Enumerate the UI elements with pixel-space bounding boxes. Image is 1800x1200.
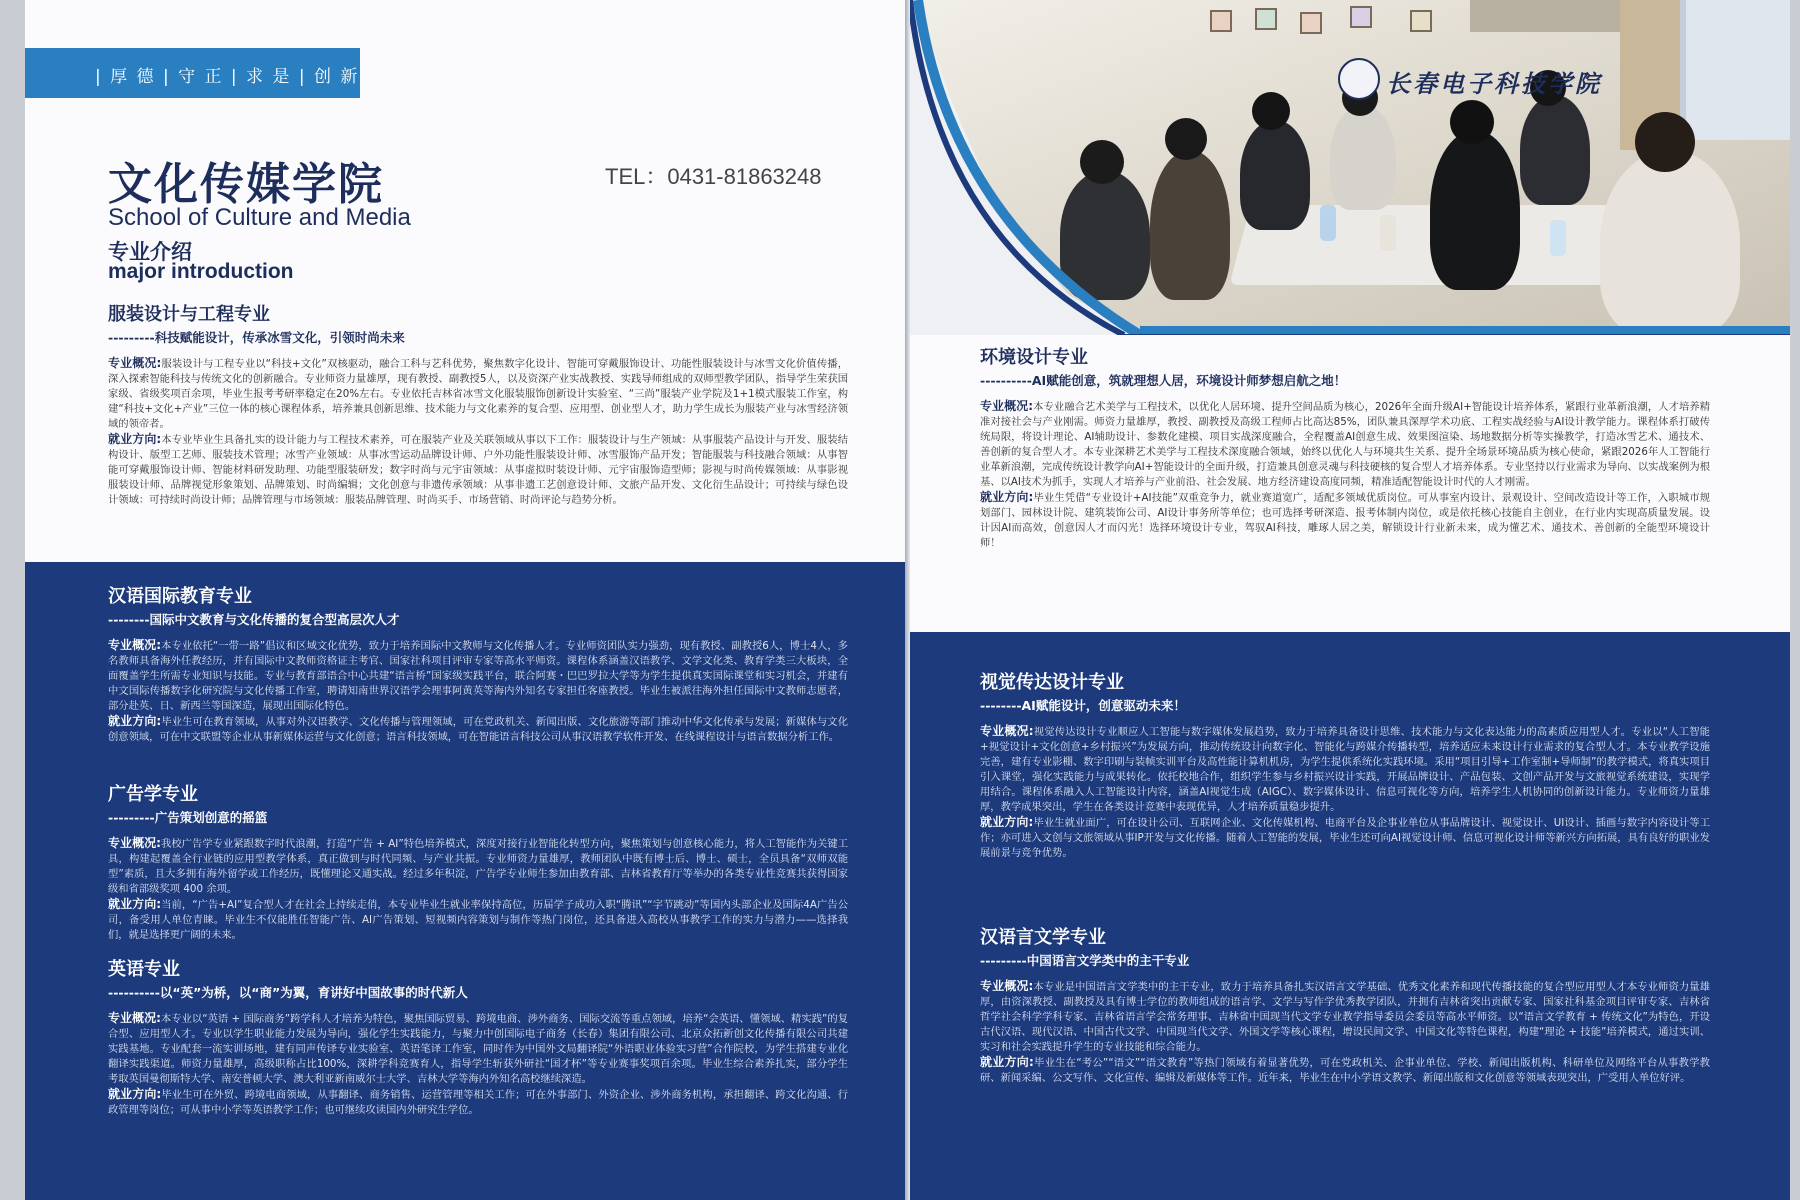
major-slogan: ----------AI赋能创意，筑就理想人居，环境设计师梦想启航之地！ bbox=[980, 373, 1347, 388]
major-overview: 专业概况:我校广告学专业紧跟数字时代浪潮，打造“广告 + AI”特色培养模式，深度对接行业智能化转型方向，聚焦策划与创意核心能力，将人工智能作为关键工具，构建起覆盖全行业链的应用型教学体系，真正做到与时代同频、与产业共振。专业师资力量雄厚，教师团队中既有博士后、博士、硕士，全员具备“双师双能型”素质，且大多拥有海外留学或工作经历，既懂理论又通实战。经过多年积淀，广告学专业师生参加由教育部、吉林省教育厅等举办的各类专业性竞赛共获得国家级和省部级奖项 400 余项。 bbox=[108, 836, 848, 895]
major-title: 广告学专业 bbox=[108, 784, 198, 805]
major-slogan: ---------广告策划创意的摇篮 bbox=[108, 810, 268, 825]
major-title: 服装设计与工程专业 bbox=[108, 304, 270, 325]
school-title-en: School of Culture and Media bbox=[108, 204, 411, 231]
section-title-cn: 专业介绍 bbox=[108, 240, 192, 264]
right-page bbox=[910, 0, 1790, 1200]
major-career: 就业方向:毕业生就业面广，可在设计公司、互联网企业、文化传媒机构、电商平台及企事业单位从事品牌设计、视觉设计、UI设计、插画与数字内容设计等工作；亦可进入文创与文旅领域从事IP开发与文化传播。随着人工智能的发展，毕业生还可向AI视觉设计师、信息可视化设计师等新兴方向拓展，具有良好的职业发展前景与竞争优势。 bbox=[980, 815, 1710, 859]
major-title: 英语专业 bbox=[108, 959, 180, 980]
major-advertising bbox=[108, 780, 848, 943]
major-english bbox=[108, 955, 848, 1118]
major-career: 就业方向:本专业毕业生具备扎实的设计能力与工程技术素养，可在服装产业及关联领域从事以下工作：服装设计与生产领域：从事服装产品设计与开发、服装结构设计、版型工艺师、服装技术管理；冰雪产业领域：从事冰雪运动品牌设计师、户外功能性服装设计师、冰雪服饰产品开发；智能服装与科技融合领域：从事智能可穿戴服饰设计师、智能材料研发助理、功能型服装研发；数字时尚与元宇宙领域：从事虚拟时装设计师、元宇宙服饰造型师；影视与时尚传媒领域：从事影视服装设计师、品牌视觉形象策划、品牌策划、时尚编辑；文化创意与非遗传承领域：从事非遗工艺创意设计师、文旅产品开发、文化衍生品设计；可持续与绿色设计领域：可持续时尚设计师；品牌管理与市场领域：服装品牌管理、时尚买手、市场营销、时尚评论与趋势分析。 bbox=[108, 432, 848, 506]
major-visual bbox=[980, 668, 1710, 861]
major-title: 汉语国际教育专业 bbox=[108, 586, 252, 607]
major-slogan: ----------以“英”为桥，以“商”为翼，育讲好中国故事的时代新人 bbox=[108, 985, 468, 1000]
major-overview: 专业概况:视觉传达设计专业顺应人工智能与数字媒体发展趋势，致力于培养具备设计思维、技术能力与文化表达能力的高素质应用型人才。专业以“人工智能+视觉设计+文化创意+乡村振兴”为发展方向，推动传统设计向数字化、智能化与跨媒介传播转型，培养适应未来设计行业需求的复合型人才。本专业教学设施完善，建有专业影棚、数字印刷与装帧实训平台及高性能计算机机房，为学生提供系统化实践环境。采用“项目引导+工作室制+导师制”的教学模式，将真实项目引入课堂，强化实践能力与成果转化。依托校地合作，组织学生参与乡村振兴设计实践，开展品牌设计、产品包装、文创产品开发与文旅视觉系统建设，实现学用结合。课程体系融入人工智能设计内容，涵盖AI视觉生成（AIGC）、数字媒体设计、信息可视化等方向，培养学生人机协同的创新设计能力。专业师资力量雄厚，教学成果突出，学生在各类设计竞赛中表现优异，人才培养质量稳步提升。 bbox=[980, 724, 1710, 813]
major-career: 就业方向:毕业生凭借“专业设计+AI技能”双重竞争力，就业赛道宽广，适配多领域优质岗位。可从事室内设计、景观设计、空间改造设计等工作，入职城市规划部门、园林设计院、建筑装饰公司、AI设计事务所等单位；也可选择考研深造、报考体制内岗位，或是依托核心技能自主创业，在行业内实现高质量发展。设计因AI而高效，创意因人才而闪光！选择环境设计专业，驾驭AI科技，雕琢人居之美，解锁设计行业新未来，成为懂艺术、通技术、善创新的全能型环境设计师！ bbox=[980, 490, 1711, 549]
major-slogan: --------AI赋能设计，创意驱动未来！ bbox=[980, 698, 1186, 713]
major-slogan: ---------中国语言文学类中的主干专业 bbox=[980, 953, 1190, 968]
major-chinese-intl bbox=[108, 582, 848, 745]
major-career: 就业方向:毕业生在“考公”“语文”“语文教育”等热门领域有着显著优势，可在党政机关、企事业单位、学校、新闻出版机构、科研单位及网络平台从事教学教研、新闻采编、公文写作、文化宣传、编辑及新媒体等工作。近年来，毕业生在中小学语文教学、新闻出版和文化创意等领域表现突出，广受用人单位好评。 bbox=[980, 1055, 1710, 1084]
major-overview: 专业概况:本专业以“英语 + 国际商务”跨学科人才培养为特色，聚焦国际贸易、跨境电商、涉外商务、国际交流等重点领域，培养“会英语、懂领域、精实践”的复合型、应用型人才。专业以学生职业能力发展为导向，强化学生实践能力，与聚力中创国际电子商务（长春）集团有限公司、北京众拓新创文化传播有限公司共建实践基地。专业配套一流实训场地，建有同声传译专业实验室、英语笔译工作室，同时作为中国外文局翻译院“外语职业体验实习营”合作院校，为学生搭建专业化翻译实践渠道。师资力量雄厚，高级职称占比100%，深耕学科竞赛育人，指导学生斩获外研社“国才杯”等专业赛事奖项百余项。毕业生综合素养扎实，部分学生考取英国曼彻斯特大学、南安普顿大学、澳大利亚新南威尔士大学、吉林大学等海内外知名高校继续深造。 bbox=[108, 1011, 848, 1085]
photo-arc-border bbox=[910, 0, 1790, 335]
major-title: 环境设计专业 bbox=[980, 347, 1088, 368]
major-slogan: --------国际中文教育与文化传播的复合型高层次人才 bbox=[108, 612, 400, 627]
major-career: 就业方向:当前，“广告+AI”复合型人才在社会上持续走俏，本专业毕业生就业率保持高位，历届学子成功入职“腾讯”“字节跳动”等国内头部企业及国际4A广告公司，备受用人单位青睐。毕业生不仅能胜任智能广告、AI广告策划、短视频内容策划与制作等热门岗位，还具备进入高校从事教学工作的实力与潜力——选择我们，就是选择更广阔的未来。 bbox=[108, 897, 848, 941]
telephone: TEL：0431-81863248 bbox=[605, 164, 822, 189]
major-title: 视觉传达设计专业 bbox=[980, 672, 1124, 693]
classroom-photo bbox=[910, 0, 1790, 335]
major-career: 就业方向:毕业生可在教育领域，从事对外汉语教学、文化传播与管理领域，可在党政机关、新闻出版、文化旅游等部门推动中华文化传承与发展；新媒体与文化创意领域，可在中文联盟等企业从事新媒体运营与文化创意；语言科技领域，可在智能语言科技公司从事汉语教学软件开发、在线课程设计与语言数据分析工作。 bbox=[108, 714, 848, 743]
major-career: 就业方向:毕业生可在外贸、跨境电商领域，从事翻译、商务销售、运营管理等相关工作；可在外事部门、外资企业、涉外商务机构，承担翻译、跨文化沟通、行政管理等岗位；可从事中小学等英语教学工作；也可继续攻读国内外研究生学位。 bbox=[108, 1087, 848, 1116]
school-logo-icon bbox=[1338, 58, 1380, 100]
major-overview: 专业概况:服装设计与工程专业以“科技+文化”双核驱动，融合工科与艺科优势，聚焦数字化设计、智能可穿戴服饰设计、功能性服装设计与冰雪文化价值传播，深入探索智能科技与传统文化的创新融合。专业师资力量雄厚，现有教授、副教授5人，以及资深产业实战教授、实践导师组成的双师型教学团队，指导学生荣获国家级、省级奖项百余项，毕业生报考考研率稳定在20%左右。专业依托吉林省冰雪文化服装服饰创新设计实验室、“三尚”服装产业学院及1+1模式服装工作室，构建“科技+文化+产业”三位一体的核心课程体系，培养兼具创新思维、技术能力与文化素养的复合型、应用型、创业型人才，助力学生成长为服装产业与冰雪经济领域的领帝者。 bbox=[108, 356, 848, 430]
major-overview: 专业概况:本专业依托“一带一路”倡议和区域文化优势，致力于培养国际中文教师与文化传播人才。专业师资团队实力强劲，现有教授、副教授6人，博士4人，多名教师具备海外任教经历，并有国际中文教师资格证主考官、国家社科项目评审专家等高水平师资。课程体系涵盖汉语教学、文学文化类、教育学类三大板块，全面覆盖学生所需专业知识与技能。专业与教育部语合中心共建“语言桥”国家级实践平台，联合阿赛・巴巴罗拉大学等为学生提供真实国际课堂和实习机会，并建有中文国际传播数字化研究院与文化传播工作室，聘请知南世界汉语学会理事阿黄英等海内外知名专家担任客座教授。毕业生被派往海外担任国际中文教师志愿者，部分赴英、日、新西兰等国深造，展现出国际化特色。 bbox=[108, 638, 848, 712]
major-overview: 专业概况:本专业是中国语言文学类中的主干专业，致力于培养具备扎实汉语言文学基础、优秀文化素养和现代传播技能的复合型应用型人才本专业师资力量雄厚，由资深教授、副教授及具有博士学位的教师组成的语言学、文学与写作学优秀教学团队，并拥有吉林省突出贡献专家、国家社科基金项目评审专家、吉林省哲学社会科学学科专家、吉林省语言学会常务理事、吉林省中国现当代文学专业教学指导委员会委员等高水平师资。以“语言文学教育 + 传统文化”为特色，开设古代汉语、现代汉语、中国古代文学、中国现当代文学、外国文学等核心课程，增设民间文学、中国文化等特色课程，构建“理论 + 技能”培养模式，通过实训、实习和社会实践提升学生的专业技能和综合能力。 bbox=[980, 979, 1710, 1053]
motto-banner: | 厚 德 | 守 正 | 求 是 | 创 新 bbox=[25, 48, 360, 98]
major-environment bbox=[980, 343, 1710, 551]
major-title: 汉语言文学专业 bbox=[980, 927, 1106, 948]
major-slogan: ---------科技赋能设计，传承冰雪文化，引领时尚未来 bbox=[108, 330, 405, 345]
school-logo-text: 长春电子科技学院 bbox=[1386, 69, 1602, 98]
major-chinese-lit bbox=[980, 923, 1710, 1086]
left-page bbox=[25, 0, 905, 1200]
section-title-en: major introduction bbox=[108, 260, 294, 283]
major-overview: 专业概况:本专业融合艺术美学与工程技术，以优化人居环境、提升空间品质为核心，2026年全面升级AI+智能设计培养体系，紧跟行业革新浪潮，人才培养精准对接社会与产业刚需。师资力量雄厚，教授、副教授及高级工程师占比高达85%，团队兼具深厚学术功底、工程实战经验与AI设计教学能力。课程体系打破传统局限，将设计理论、AI辅助设计、参数化建模、项目实战深度融合，全程覆盖AI创意生成、效果图渲染、场地数据分析等实操教学，打造冰雪艺术、通技术、善创新的复合型人才。本专业深耕艺术美学与工程技术深度融合领域，始终以优化人与环境共生关系、提升全场景环境品质为核心使命，紧跟2026年人工智能行业革新浪潮，完成传统设计教学向AI+智能设计的全面升级，打造兼具创意灵魂与科技硬核的复合型人才培养体系。专业坚持以行业需求为导向、以实战案例为根基、以AI技术为抓手，实现人才培养与产业前沿、社会发展、地方经济建设高度同频，精准适配智能设计时代的人才刚需。 bbox=[980, 399, 1710, 488]
major-fashion bbox=[108, 300, 848, 508]
school-title-cn: 文化传媒学院 bbox=[108, 159, 384, 210]
